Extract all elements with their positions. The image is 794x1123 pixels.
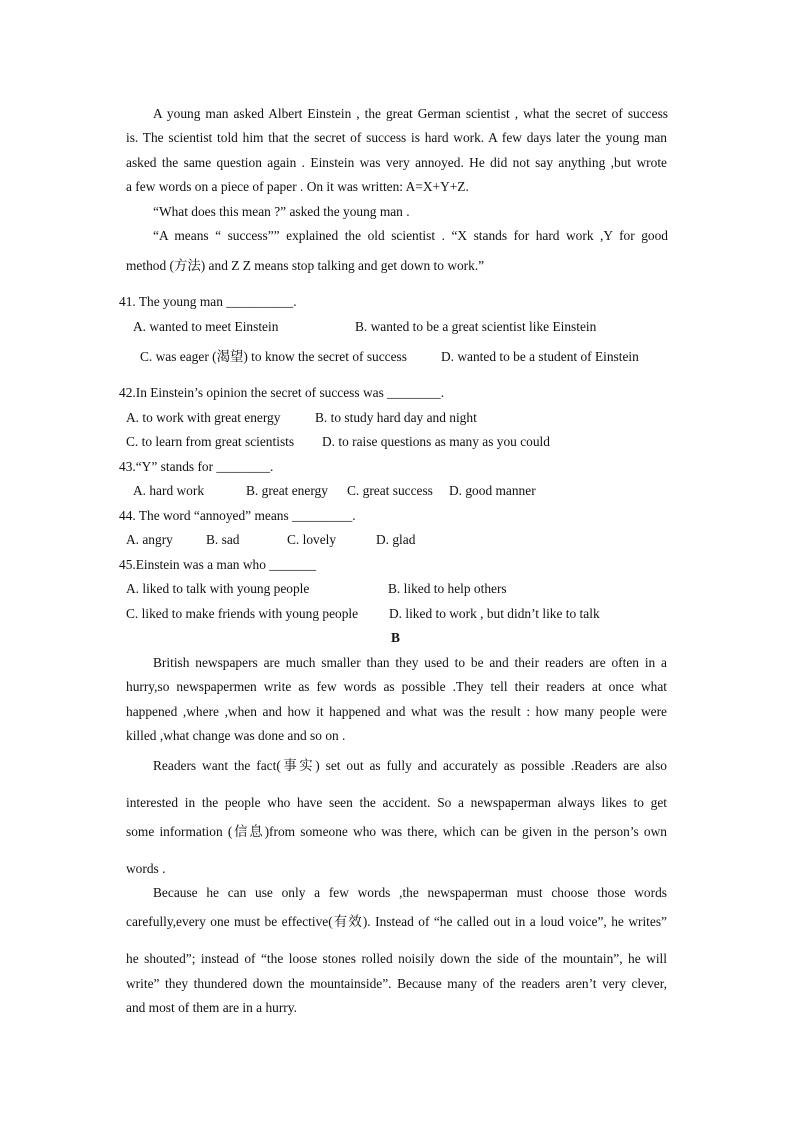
option-b: B. great energy: [246, 483, 328, 498]
option-d: D. liked to work , but didn’t like to talk: [389, 606, 600, 621]
option-a: A. to work with great energy: [126, 410, 281, 425]
passage-a-line: A young man asked Albert Einstein , the great German scientist , what the secret of success: [153, 106, 668, 121]
passage-b-line: write” they thundered down the mountainside”. Because many of the readers aren’t very clever,: [126, 976, 667, 991]
option-a: A. hard work: [133, 483, 205, 498]
option-c: C. was eager (渴望) to know the secret of success: [140, 349, 407, 364]
option-d: D. glad: [376, 532, 416, 547]
option-d: D. wanted to be a student of Einstein: [441, 349, 639, 364]
option-b: B. to study hard day and night: [315, 410, 477, 425]
question-stem: 45.Einstein was a man who _______: [119, 557, 317, 572]
option-b: B. wanted to be a great scientist like Einstein: [355, 319, 597, 334]
passage-a-line: “What does this mean ?” asked the young man .: [153, 204, 410, 219]
section-heading: B: [391, 630, 400, 645]
passage-b-line: some information (信息)from someone who was there, which can be given in the person’s own: [126, 824, 667, 839]
passage-b-line: Because he can use only a few words ,the newspaperman must choose those words: [153, 885, 667, 900]
passage-b-line: hurry,so newspapermen write as few words as possible .They tell their readers at once what: [126, 679, 667, 694]
passage-b-line: killed ,what change was done and so on .: [126, 728, 346, 743]
passage-b-line: interested in the people who have seen the accident. So a newspaperman always likes to get: [126, 795, 667, 810]
option-c: C. liked to make friends with young people: [126, 606, 359, 621]
passage-a-line: “A means “ success”” explained the old scientist . “X stands for hard work ,Y for good: [153, 228, 668, 243]
option-a: A. angry: [126, 532, 173, 547]
passage-a-line: asked the same question again . Einstein was very annoyed. He did not say anything ,but wrote: [126, 155, 667, 170]
passage-a-line: method (方法) and Z Z means stop talking and get down to work.”: [126, 258, 485, 273]
question-stem: 43.“Y” stands for ________.: [119, 459, 274, 474]
passage-a-line: a few words on a piece of paper . On it was written: A=X+Y+Z.: [126, 179, 469, 194]
question-stem: 41. The young man __________.: [119, 294, 297, 309]
option-b: B. liked to help others: [388, 581, 507, 596]
passage-b-line: British newspapers are much smaller than they used to be and their readers are often in a: [153, 655, 667, 670]
passage-b-line: words .: [126, 861, 166, 876]
option-a: A. wanted to meet Einstein: [133, 319, 279, 334]
passage-a-line: is. The scientist told him that the secret of success is hard work. A few days later the young man: [126, 130, 667, 145]
option-b: B. sad: [206, 532, 240, 547]
option-a: A. liked to talk with young people: [126, 581, 310, 596]
question-stem: 44. The word “annoyed” means _________.: [119, 508, 356, 523]
option-c: C. great success: [347, 483, 433, 498]
option-c: C. lovely: [287, 532, 337, 547]
option-c: C. to learn from great scientists: [126, 434, 295, 449]
passage-b-line: carefully,every one must be effective(有效). Instead of “he called out in a loud voice”, he writes”: [126, 914, 667, 929]
passage-b-line: happened ,where ,when and how it happened and what was the result : how many people were: [126, 704, 667, 719]
option-d: D. good manner: [449, 483, 536, 498]
passage-b-line: Readers want the fact(事实) set out as fully and accurately as possible .Readers are also: [153, 758, 667, 773]
passage-b-line: he shouted”; instead of “the loose stones rolled noisily down the side of the mountain”, he will: [126, 951, 667, 966]
passage-b-line: and most of them are in a hurry.: [126, 1000, 297, 1015]
option-d: D. to raise questions as many as you could: [322, 434, 550, 449]
question-stem: 42.In Einstein’s opinion the secret of success was ________.: [119, 385, 445, 400]
